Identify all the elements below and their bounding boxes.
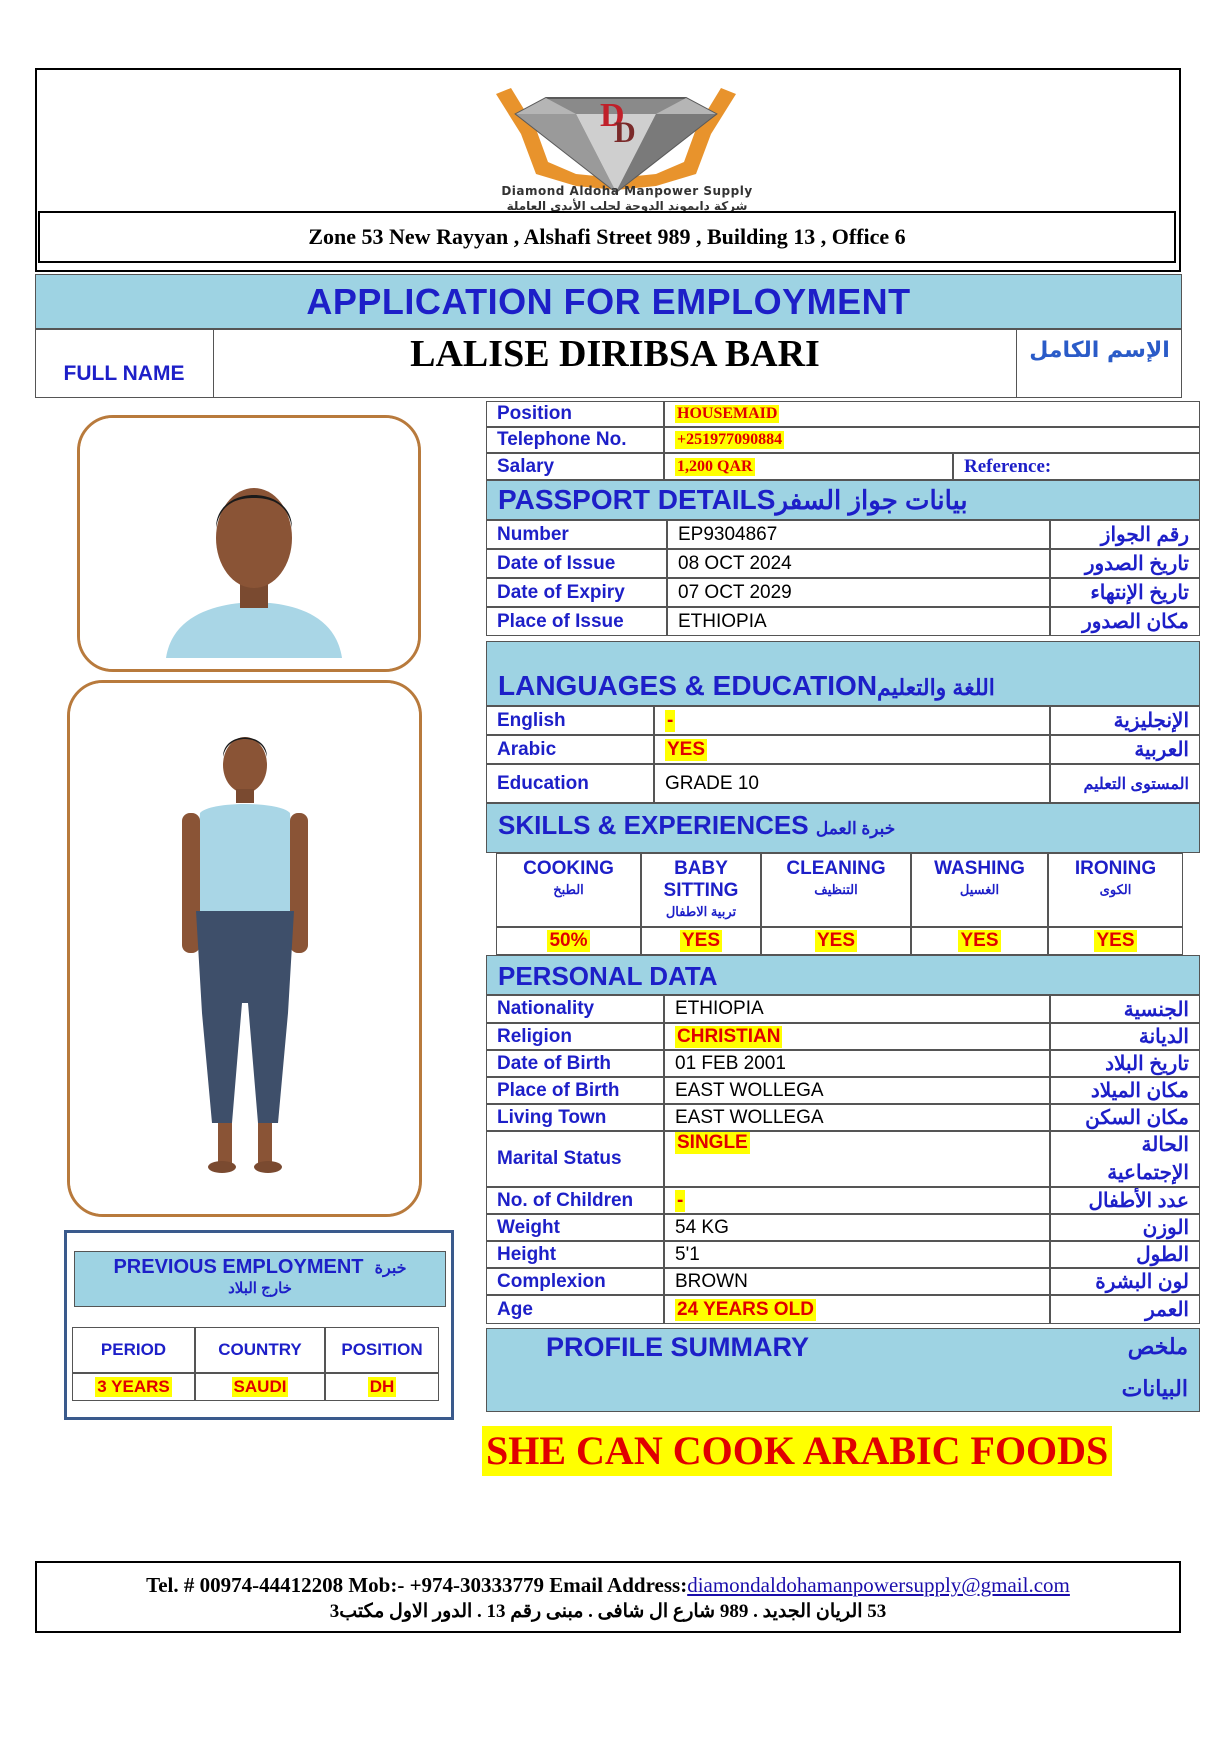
personal-row-label: Height (486, 1241, 664, 1268)
position-value: HOUSEMAID (677, 405, 778, 422)
skills-title (498, 810, 895, 841)
profile-summary-ar-2: البيانات (1121, 1376, 1188, 1401)
personal-row-label-ar-text: الوزن (1142, 1217, 1189, 1239)
personal-row-value-cell (664, 1131, 1050, 1187)
logo-text-ar: شركة دايموند الدوحة لجلب الأيدي العاملة (506, 199, 748, 213)
personal-row-label-ar (1050, 1050, 1200, 1077)
passport-row-value: ETHIOPIA (667, 607, 1050, 636)
footer-email-link[interactable]: diamondaldohamanpowersupply@gmail.com (687, 1573, 1070, 1597)
footer-contact-line (37, 1563, 1179, 1598)
skill-name-ar: الطبخ (553, 882, 584, 897)
passport-title-en: PASSPORT DETAILS (498, 484, 776, 515)
passport-row-label: Number (486, 520, 667, 549)
personal-row-label-ar-text-2: الإجتماعية (1107, 1162, 1189, 1184)
personal-row-label-ar (1050, 1268, 1200, 1295)
previous-employment-title: PREVIOUS EMPLOYMENT (113, 1256, 364, 1278)
language-row-value: GRADE 10 (665, 772, 759, 794)
language-row-label-ar: الإنجليزية (1050, 706, 1200, 735)
profile-summary-ar-1: ملخص (1127, 1334, 1188, 1359)
personal-row-label: Living Town (486, 1104, 664, 1131)
personal-row-value: CHRISTIAN (677, 1025, 781, 1047)
previous-employment-col-header: COUNTRY (195, 1327, 325, 1373)
svg-text:D: D (614, 116, 636, 149)
position-label: Position (486, 401, 664, 427)
profile-summary-title: PROFILE SUMMARY (546, 1332, 809, 1362)
personal-row-label-ar (1050, 1077, 1200, 1104)
previous-employment-col-header: POSITION (325, 1327, 439, 1373)
language-row-label: Education (486, 764, 654, 803)
personal-row-label: Weight (486, 1214, 664, 1241)
personal-row-label: No. of Children (486, 1187, 664, 1214)
skill-header-cell (496, 853, 641, 927)
previous-employment-value: 3 YEARS (97, 1377, 170, 1396)
svg-text:D: D (600, 97, 625, 134)
personal-row-label-ar-text: مكان الميلاد (1090, 1080, 1189, 1102)
personal-row-value-cell (664, 1050, 1050, 1077)
personal-row-value-cell (664, 1104, 1050, 1131)
footer-address-ar: 53 الريان الجديد . 989 شارع ال شافى . مبنى رقم 13 . الدور الاول مكتب3 (329, 1601, 887, 1622)
previous-employment-value: DH (369, 1377, 395, 1396)
personal-row-value-cell (664, 1268, 1050, 1295)
passport-title-ar: بيانات جواز السفر (775, 485, 968, 515)
footer-contact-text: Tel. # 00974-44412208 Mob:- +974-30333779 Email Address: (146, 1573, 688, 1597)
skill-value: YES (816, 930, 856, 951)
personal-row-label-ar-text: الحالة (1141, 1134, 1189, 1156)
personal-row-label: Religion (486, 1023, 664, 1050)
languages-title (498, 670, 995, 702)
skill-value: YES (960, 930, 999, 951)
skill-value-cell (496, 927, 641, 955)
skill-name: WASHING (934, 858, 1025, 879)
position-value-cell (664, 401, 1200, 427)
skill-name: COOKING (523, 858, 614, 879)
personal-row-value-cell (664, 1023, 1050, 1050)
previous-employment-title-ar2: خارج البلاد (228, 1280, 292, 1297)
personal-row-label-ar-text: الجنسية (1123, 998, 1189, 1021)
passport-row-label: Date of Expiry (486, 578, 667, 607)
previous-employment-value: SAUDI (233, 1377, 287, 1396)
personal-row-label-ar (1050, 1295, 1200, 1324)
personal-row-label-ar (1050, 1023, 1200, 1050)
skill-name: IRONING (1074, 858, 1157, 879)
previous-employment-col-header: PERIOD (72, 1327, 195, 1373)
language-row-label: Arabic (486, 735, 654, 764)
personal-row-label: Date of Birth (486, 1050, 664, 1077)
passport-row-value: 07 OCT 2029 (667, 578, 1050, 607)
full-name-label-ar: الإسم الكامل (1029, 338, 1170, 363)
cooking-banner: SHE CAN COOK ARABIC FOODS (482, 1426, 1112, 1476)
personal-row-label-ar-text: الديانة (1138, 1026, 1189, 1048)
personal-row-label-ar-text: العمر (1145, 1299, 1189, 1321)
language-row-label-ar: العربية (1050, 735, 1200, 764)
passport-row-label-ar: تاريخ الإنتهاء (1050, 578, 1200, 607)
personal-row-value-cell (664, 1241, 1050, 1268)
personal-row-label-ar (1050, 1214, 1200, 1241)
personal-row-label-ar-text: مكان السكن (1085, 1107, 1189, 1129)
language-row-label: English (486, 706, 654, 735)
passport-row-label-ar: رقم الجواز (1050, 520, 1200, 549)
application-title: APPLICATION FOR EMPLOYMENT (35, 274, 1182, 330)
languages-title-en: LANGUAGES & EDUCATION (498, 670, 878, 701)
skill-value: 50% (549, 930, 588, 951)
languages-title-ar: اللغة والتعليم (877, 675, 995, 700)
skill-value-cell (641, 927, 761, 955)
language-row-value: YES (667, 738, 706, 760)
salary-label: Salary (486, 453, 664, 480)
skills-title-ar: خبرة العمل (815, 819, 896, 838)
personal-row-value: 01 FEB 2001 (675, 1052, 786, 1074)
full-name-value: LALISE DIRIBSA BARI (213, 328, 1017, 398)
personal-row-value-cell (664, 995, 1050, 1023)
personal-row-label-ar (1050, 1241, 1200, 1268)
personal-row-value-cell (664, 1187, 1050, 1214)
personal-row-label: Age (486, 1295, 664, 1324)
personal-row-label-ar (1050, 1104, 1200, 1131)
language-row-value-cell (654, 764, 1050, 803)
personal-row-value-cell (664, 1077, 1050, 1104)
previous-employment-cell (72, 1373, 195, 1401)
personal-row-value-cell (664, 1214, 1050, 1241)
skill-header-cell (1048, 853, 1183, 927)
personal-row-value: BROWN (675, 1270, 748, 1292)
skill-value: YES (1096, 930, 1135, 951)
skill-name: CLEANING (786, 858, 886, 879)
language-row-value-cell (654, 735, 1050, 764)
personal-row-label-ar (1050, 1131, 1200, 1187)
salary-value-cell (664, 453, 953, 480)
skill-header-cell (761, 853, 911, 927)
headshot-photo (77, 415, 421, 672)
passport-row-label-ar: تاريخ الصدور (1050, 549, 1200, 578)
skill-name-ar: الكوى (1099, 882, 1132, 897)
passport-row-label-ar: مكان الصدور (1050, 607, 1200, 636)
personal-row-value: - (677, 1189, 684, 1211)
skill-value-cell (761, 927, 911, 955)
language-row-label-ar: المستوى التعليم (1050, 764, 1200, 803)
skills-title-en: SKILLS & EXPERIENCES (498, 810, 809, 840)
full-name-label: FULL NAME (63, 362, 185, 385)
personal-row-label-ar-text: عدد الأطفال (1088, 1190, 1189, 1212)
telephone-value-cell (664, 427, 1200, 453)
personal-title: PERSONAL DATA (498, 961, 718, 991)
personal-row-label: Marital Status (486, 1131, 664, 1187)
passport-title (498, 484, 968, 516)
personal-row-label-ar (1050, 995, 1200, 1023)
reference-label: Reference: (953, 453, 1200, 480)
personal-row-label: Nationality (486, 995, 664, 1023)
language-row-value: - (667, 709, 674, 731)
previous-employment-cell (195, 1373, 325, 1401)
personal-row-value: 24 YEARS OLD (677, 1298, 814, 1320)
passport-row-label: Place of Issue (486, 607, 667, 636)
skill-header-cell (641, 853, 761, 927)
passport-row-label: Date of Issue (486, 549, 667, 578)
previous-employment-cell (325, 1373, 439, 1401)
previous-employment-title-ar1: خبرة (374, 1260, 407, 1277)
personal-row-label: Complexion (486, 1268, 664, 1295)
personal-row-value: EAST WOLLEGA (675, 1106, 824, 1128)
skill-name-line2: SITTING (663, 880, 739, 901)
personal-row-value-cell (664, 1295, 1050, 1324)
personal-row-value: 5'1 (675, 1243, 700, 1265)
skill-name-ar: التنظيف (814, 882, 858, 897)
personal-row-value: 54 KG (675, 1216, 729, 1238)
telephone-value: +251977090884 (677, 431, 783, 448)
telephone-label: Telephone No. (486, 427, 664, 453)
personal-row-label-ar (1050, 1187, 1200, 1214)
personal-row-label-ar-text: تاريخ البلاد (1105, 1053, 1189, 1075)
personal-row-label: Place of Birth (486, 1077, 664, 1104)
personal-row-label-ar-text: لون البشرة (1095, 1271, 1189, 1293)
headshot-figure (80, 418, 421, 672)
office-address: Zone 53 New Rayyan , Alshafi Street 989 , Building 13 , Office 6 (38, 211, 1176, 263)
personal-row-label-ar-text: الطول (1136, 1244, 1189, 1266)
skill-name: BABY (674, 858, 728, 879)
skill-value: YES (681, 930, 721, 951)
personal-row-value: SINGLE (677, 1132, 748, 1153)
skill-value-cell (911, 927, 1048, 955)
skill-name-ar: تربية الاطفال (665, 904, 737, 919)
full-body-figure (70, 683, 422, 1217)
passport-row-value: EP9304867 (667, 520, 1050, 549)
salary-value: 1,200 QAR (677, 457, 753, 475)
logo-text-en: Diamond Aldoha Manpower Supply (501, 184, 753, 198)
previous-employment-header (74, 1251, 446, 1307)
skill-header-cell (911, 853, 1048, 927)
passport-row-value: 08 OCT 2024 (667, 549, 1050, 578)
footer-contact-box (35, 1561, 1181, 1633)
personal-row-value: ETHIOPIA (675, 998, 764, 1019)
skill-value-cell (1048, 927, 1183, 955)
full-body-photo (67, 680, 422, 1217)
language-row-value-cell (654, 706, 1050, 735)
personal-row-value: EAST WOLLEGA (675, 1079, 824, 1101)
skill-name-ar: الغسيل (959, 882, 1000, 897)
